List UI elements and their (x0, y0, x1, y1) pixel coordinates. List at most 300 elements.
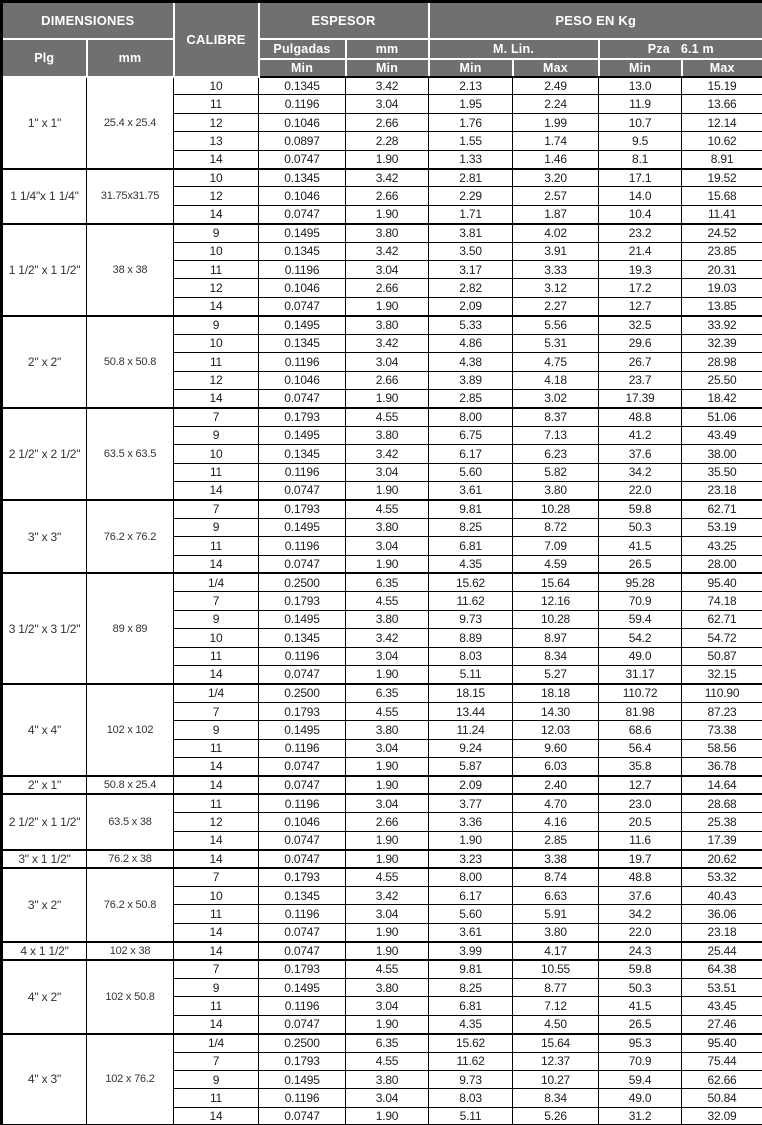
peso-pza-min-cell: 19.3 (599, 261, 682, 279)
peso-pza-max-cell: 35.50 (682, 463, 762, 481)
espesor-mm-min-cell: 1.90 (346, 923, 429, 941)
espesor-pulgadas-min-cell: 0.0747 (259, 1015, 346, 1033)
espesor-mm-min-cell: 2.66 (346, 187, 429, 205)
peso-pza-min-cell: 23.0 (599, 794, 682, 812)
peso-pza-max-cell: 51.06 (682, 408, 762, 426)
peso-pza-min-cell: 8.1 (599, 150, 682, 168)
peso-pza-max-cell: 58.56 (682, 739, 762, 757)
espesor-mm-min-cell: 3.80 (346, 610, 429, 628)
peso-pza-min-cell: 21.4 (599, 242, 682, 260)
espesor-pulgadas-min-cell: 0.1345 (259, 77, 346, 95)
peso-mlin-min-cell: 8.03 (429, 1089, 513, 1107)
peso-mlin-min-cell: 9.73 (429, 1070, 513, 1088)
peso-pza-min-cell: 32.5 (599, 316, 682, 334)
peso-pza-max-cell: 53.32 (682, 868, 762, 886)
peso-mlin-min-cell: 1.95 (429, 95, 513, 113)
calibre-cell: 9 (174, 316, 259, 334)
peso-mlin-max-cell: 8.97 (513, 629, 599, 647)
peso-mlin-max-cell: 10.28 (513, 500, 599, 518)
peso-mlin-max-cell: 2.85 (513, 831, 599, 849)
espesor-pulgadas-min-cell: 0.0747 (259, 831, 346, 849)
espesor-mm-min-cell: 1.90 (346, 150, 429, 168)
espesor-pulgadas-min-cell: 0.1495 (259, 610, 346, 628)
espesor-mm-min-cell: 3.42 (346, 242, 429, 260)
espesor-mm-min-cell: 2.66 (346, 371, 429, 389)
espesor-mm-min-cell: 1.90 (346, 666, 429, 684)
espesor-pulgadas-min-cell: 0.0747 (259, 942, 346, 960)
espesor-pulgadas-min-cell: 0.1345 (259, 886, 346, 904)
peso-pza-max-cell: 64.38 (682, 960, 762, 978)
peso-mlin-min-cell: 2.81 (429, 169, 513, 187)
calibre-cell: 11 (174, 537, 259, 555)
peso-mlin-max-cell: 4.02 (513, 224, 599, 242)
espesor-pulgadas-min-cell: 0.1196 (259, 794, 346, 812)
peso-mlin-min-cell: 8.00 (429, 868, 513, 886)
table-row (2, 500, 762, 518)
peso-mlin-max-cell: 5.82 (513, 463, 599, 481)
espesor-mm-min-cell: 3.04 (346, 739, 429, 757)
peso-mlin-min-cell: 1.90 (429, 831, 513, 849)
espesor-pulgadas-min-cell: 0.1345 (259, 242, 346, 260)
calibre-cell: 7 (174, 960, 259, 978)
peso-mlin-max-cell: 18.18 (513, 684, 599, 702)
peso-mlin-min-cell: 1.33 (429, 150, 513, 168)
peso-pza-max-cell: 14.64 (682, 776, 762, 794)
espesor-pulgadas-min-cell: 0.1495 (259, 721, 346, 739)
peso-mlin-min-cell: 2.13 (429, 77, 513, 95)
peso-pza-max-cell: 11.41 (682, 205, 762, 223)
espesor-mm-min-cell: 1.90 (346, 1107, 429, 1125)
espesor-mm-min-cell: 3.04 (346, 794, 429, 812)
espesor-mm-min-cell: 3.04 (346, 463, 429, 481)
peso-mlin-max-cell: 5.31 (513, 334, 599, 352)
peso-pza-min-cell: 49.0 (599, 1089, 682, 1107)
espesor-mm-min-cell: 3.80 (346, 224, 429, 242)
espesor-pulgadas-min-cell: 0.1196 (259, 353, 346, 371)
espesor-mm-min-cell: 3.80 (346, 721, 429, 739)
peso-mlin-max-cell: 8.34 (513, 647, 599, 665)
table-row (2, 316, 762, 334)
peso-mlin-min-cell: 3.81 (429, 224, 513, 242)
peso-mlin-min-cell: 3.36 (429, 813, 513, 831)
table-row (2, 77, 762, 95)
calibre-cell: 11 (174, 463, 259, 481)
calibre-cell: 9 (174, 721, 259, 739)
calibre-cell: 12 (174, 187, 259, 205)
peso-mlin-min-cell: 3.17 (429, 261, 513, 279)
espesor-pulgadas-min-cell: 0.1495 (259, 978, 346, 996)
peso-mlin-max-cell: 3.33 (513, 261, 599, 279)
calibre-cell: 10 (174, 77, 259, 95)
calibre-cell: 10 (174, 169, 259, 187)
espesor-mm-min-cell: 3.04 (346, 997, 429, 1015)
calibre-cell: 9 (174, 518, 259, 536)
espesor-mm-min-cell: 3.04 (346, 647, 429, 665)
calibre-cell: 11 (174, 353, 259, 371)
peso-mlin-max-cell: 6.03 (513, 758, 599, 776)
peso-mlin-min-cell: 1.71 (429, 205, 513, 223)
dimension-mm-cell: 102 x 76.2 (87, 1034, 174, 1125)
peso-mlin-max-cell: 4.18 (513, 371, 599, 389)
peso-pza-max-cell: 36.78 (682, 758, 762, 776)
peso-mlin-min-cell: 3.61 (429, 481, 513, 499)
peso-pza-max-cell: 43.25 (682, 537, 762, 555)
dimension-mm-cell: 31.75x31.75 (87, 169, 174, 224)
peso-pza-max-cell: 23.18 (682, 923, 762, 941)
peso-mlin-min-cell: 18.15 (429, 684, 513, 702)
peso-pza-max-cell: 110.90 (682, 684, 762, 702)
peso-mlin-min-cell: 5.33 (429, 316, 513, 334)
espesor-pulgadas-min-cell: 0.1196 (259, 997, 346, 1015)
peso-mlin-max-cell: 3.91 (513, 242, 599, 260)
espesor-mm-min-cell: 1.90 (346, 1015, 429, 1033)
peso-pza-min-cell: 37.6 (599, 886, 682, 904)
espesor-pulgadas-min-cell: 0.1196 (259, 739, 346, 757)
peso-pza-min-cell: 22.0 (599, 481, 682, 499)
peso-mlin-min-cell: 5.11 (429, 1107, 513, 1125)
peso-pza-max-cell: 32.09 (682, 1107, 762, 1125)
espesor-pulgadas-min-cell: 0.1046 (259, 113, 346, 131)
header-espesor: ESPESOR (259, 2, 429, 39)
table-row (2, 573, 762, 591)
peso-mlin-max-cell: 12.03 (513, 721, 599, 739)
header-dimensiones: DIMENSIONES (2, 2, 174, 39)
header-mlin-max: Max (513, 59, 599, 77)
peso-pza-max-cell: 19.03 (682, 279, 762, 297)
peso-mlin-max-cell: 7.12 (513, 997, 599, 1015)
peso-mlin-min-cell: 11.62 (429, 592, 513, 610)
peso-mlin-min-cell: 2.29 (429, 187, 513, 205)
peso-mlin-max-cell: 10.55 (513, 960, 599, 978)
calibre-cell: 14 (174, 481, 259, 499)
peso-pza-min-cell: 26.5 (599, 1015, 682, 1033)
espesor-pulgadas-min-cell: 0.0747 (259, 555, 346, 573)
peso-mlin-max-cell: 2.57 (513, 187, 599, 205)
peso-mlin-max-cell: 8.37 (513, 408, 599, 426)
espesor-pulgadas-min-cell: 0.1196 (259, 1089, 346, 1107)
peso-mlin-max-cell: 3.80 (513, 923, 599, 941)
espesor-pulgadas-min-cell: 0.1345 (259, 334, 346, 352)
espesor-pulgadas-min-cell: 0.0747 (259, 850, 346, 868)
dimension-mm-cell: 50.8 x 50.8 (87, 316, 174, 408)
peso-pza-min-cell: 41.5 (599, 997, 682, 1015)
dimension-mm-cell: 63.5 x 38 (87, 794, 174, 849)
peso-mlin-min-cell: 3.23 (429, 850, 513, 868)
peso-pza-min-cell: 56.4 (599, 739, 682, 757)
peso-mlin-min-cell: 6.75 (429, 426, 513, 444)
peso-pza-min-cell: 81.98 (599, 702, 682, 720)
espesor-mm-min-cell: 4.55 (346, 592, 429, 610)
espesor-pulgadas-min-cell: 0.1196 (259, 537, 346, 555)
table-row (2, 776, 762, 794)
peso-mlin-min-cell: 5.60 (429, 905, 513, 923)
peso-mlin-min-cell: 1.55 (429, 132, 513, 150)
espesor-pulgadas-min-cell: 0.1196 (259, 261, 346, 279)
peso-pza-max-cell: 23.18 (682, 481, 762, 499)
espesor-mm-min-cell: 2.66 (346, 113, 429, 131)
peso-pza-max-cell: 40.43 (682, 886, 762, 904)
calibre-cell: 14 (174, 942, 259, 960)
calibre-cell: 11 (174, 739, 259, 757)
peso-pza-min-cell: 70.9 (599, 592, 682, 610)
header-pulgadas: Pulgadas (259, 39, 346, 59)
peso-mlin-max-cell: 3.80 (513, 481, 599, 499)
peso-pza-max-cell: 25.50 (682, 371, 762, 389)
dimension-mm-cell: 102 x 102 (87, 684, 174, 776)
espesor-mm-min-cell: 3.80 (346, 518, 429, 536)
dimension-mm-cell: 38 x 38 (87, 224, 174, 316)
peso-pza-min-cell: 23.2 (599, 224, 682, 242)
espesor-pulgadas-min-cell: 0.1046 (259, 813, 346, 831)
peso-pza-min-cell: 34.2 (599, 463, 682, 481)
espesor-mm-min-cell: 1.90 (346, 831, 429, 849)
dimension-plg-cell: 4" x 4" (2, 684, 87, 776)
peso-pza-max-cell: 33.92 (682, 316, 762, 334)
calibre-cell: 12 (174, 279, 259, 297)
espesor-pulgadas-min-cell: 0.1495 (259, 224, 346, 242)
dimension-plg-cell: 4 x 1 1/2" (2, 942, 87, 960)
espesor-mm-min-cell: 1.90 (346, 776, 429, 794)
dimension-plg-cell: 4" x 3" (2, 1034, 87, 1125)
peso-mlin-min-cell: 5.11 (429, 666, 513, 684)
peso-mlin-max-cell: 4.50 (513, 1015, 599, 1033)
peso-mlin-min-cell: 1.76 (429, 113, 513, 131)
espesor-pulgadas-min-cell: 0.0747 (259, 923, 346, 941)
calibre-cell: 10 (174, 334, 259, 352)
peso-mlin-max-cell: 3.02 (513, 389, 599, 407)
peso-pza-min-cell: 20.5 (599, 813, 682, 831)
peso-pza-max-cell: 62.66 (682, 1070, 762, 1088)
peso-pza-max-cell: 53.19 (682, 518, 762, 536)
espesor-mm-min-cell: 3.80 (346, 316, 429, 334)
peso-pza-max-cell: 28.00 (682, 555, 762, 573)
peso-mlin-min-cell: 11.24 (429, 721, 513, 739)
peso-mlin-min-cell: 4.38 (429, 353, 513, 371)
dimension-plg-cell: 3" x 2" (2, 868, 87, 942)
peso-mlin-min-cell: 2.82 (429, 279, 513, 297)
dimension-mm-cell: 102 x 50.8 (87, 960, 174, 1034)
peso-pza-max-cell: 15.19 (682, 77, 762, 95)
peso-pza-min-cell: 95.3 (599, 1034, 682, 1052)
calibre-cell: 12 (174, 113, 259, 131)
peso-pza-min-cell: 110.72 (599, 684, 682, 702)
peso-pza-max-cell: 10.62 (682, 132, 762, 150)
table-header (2, 2, 762, 77)
peso-mlin-max-cell: 8.77 (513, 978, 599, 996)
calibre-cell: 14 (174, 297, 259, 315)
header-pza-6-1-m: Pza 6.1 m (599, 39, 762, 59)
peso-mlin-max-cell: 8.34 (513, 1089, 599, 1107)
peso-pza-min-cell: 19.7 (599, 850, 682, 868)
espesor-mm-min-cell: 3.80 (346, 1070, 429, 1088)
calibre-cell: 11 (174, 997, 259, 1015)
peso-pza-max-cell: 13.85 (682, 297, 762, 315)
table-row (2, 408, 762, 426)
table-row (2, 794, 762, 812)
peso-pza-min-cell: 13.0 (599, 77, 682, 95)
peso-pza-min-cell: 11.9 (599, 95, 682, 113)
dimension-plg-cell: 4" x 2" (2, 960, 87, 1034)
calibre-cell: 14 (174, 923, 259, 941)
peso-mlin-min-cell: 2.09 (429, 776, 513, 794)
peso-pza-min-cell: 59.8 (599, 500, 682, 518)
peso-mlin-max-cell: 5.91 (513, 905, 599, 923)
peso-pza-max-cell: 95.40 (682, 573, 762, 591)
espesor-mm-min-cell: 3.80 (346, 978, 429, 996)
peso-mlin-max-cell: 7.09 (513, 537, 599, 555)
peso-pza-min-cell: 41.5 (599, 537, 682, 555)
espesor-pulgadas-min-cell: 0.1495 (259, 518, 346, 536)
peso-mlin-max-cell: 3.20 (513, 169, 599, 187)
espesor-pulgadas-min-cell: 0.1495 (259, 426, 346, 444)
espesor-pulgadas-min-cell: 0.1196 (259, 463, 346, 481)
espesor-mm-min-cell: 4.55 (346, 1052, 429, 1070)
peso-pza-max-cell: 12.14 (682, 113, 762, 131)
espesor-pulgadas-min-cell: 0.0747 (259, 1107, 346, 1125)
peso-mlin-max-cell: 9.60 (513, 739, 599, 757)
espesor-pulgadas-min-cell: 0.1345 (259, 629, 346, 647)
peso-pza-max-cell: 20.31 (682, 261, 762, 279)
peso-pza-max-cell: 53.51 (682, 978, 762, 996)
espesor-pulgadas-min-cell: 0.1196 (259, 905, 346, 923)
espesor-pulgadas-min-cell: 0.1196 (259, 95, 346, 113)
dimension-plg-cell: 1 1/4"x 1 1/4" (2, 169, 87, 224)
espesor-pulgadas-min-cell: 0.0747 (259, 389, 346, 407)
calibre-cell: 14 (174, 205, 259, 223)
peso-mlin-max-cell: 2.40 (513, 776, 599, 794)
peso-mlin-max-cell: 7.13 (513, 426, 599, 444)
calibre-cell: 14 (174, 850, 259, 868)
peso-pza-max-cell: 54.72 (682, 629, 762, 647)
peso-mlin-max-cell: 4.70 (513, 794, 599, 812)
espesor-mm-min-cell: 4.55 (346, 500, 429, 518)
peso-pza-max-cell: 19.52 (682, 169, 762, 187)
peso-mlin-min-cell: 8.25 (429, 518, 513, 536)
espesor-mm-min-cell: 6.35 (346, 1034, 429, 1052)
peso-mlin-max-cell: 1.87 (513, 205, 599, 223)
espesor-mm-min-cell: 3.80 (346, 426, 429, 444)
espesor-mm-min-cell: 3.04 (346, 95, 429, 113)
espesor-mm-min-cell: 2.66 (346, 279, 429, 297)
peso-pza-min-cell: 24.3 (599, 942, 682, 960)
dimension-plg-cell: 1 1/2" x 1 1/2" (2, 224, 87, 316)
calibre-cell: 7 (174, 868, 259, 886)
header-m-lin: M. Lin. (429, 39, 599, 59)
peso-pza-min-cell: 29.6 (599, 334, 682, 352)
calibre-cell: 9 (174, 1070, 259, 1088)
peso-mlin-min-cell: 6.81 (429, 537, 513, 555)
peso-mlin-max-cell: 5.56 (513, 316, 599, 334)
peso-mlin-min-cell: 6.81 (429, 997, 513, 1015)
peso-pza-max-cell: 18.42 (682, 389, 762, 407)
calibre-cell: 14 (174, 776, 259, 794)
peso-pza-min-cell: 14.0 (599, 187, 682, 205)
espesor-pulgadas-min-cell: 0.1793 (259, 592, 346, 610)
espesor-mm-min-cell: 1.90 (346, 481, 429, 499)
dimension-plg-cell: 3" x 1 1/2" (2, 850, 87, 868)
dimension-mm-cell: 89 x 89 (87, 573, 174, 683)
calibre-cell: 9 (174, 426, 259, 444)
espesor-pulgadas-min-cell: 0.0747 (259, 481, 346, 499)
espesor-pulgadas-min-cell: 0.0747 (259, 776, 346, 794)
espesor-mm-min-cell: 2.28 (346, 132, 429, 150)
peso-pza-min-cell: 26.5 (599, 555, 682, 573)
peso-mlin-min-cell: 2.09 (429, 297, 513, 315)
dimension-plg-cell: 2 1/2" x 2 1/2" (2, 408, 87, 500)
peso-pza-min-cell: 11.6 (599, 831, 682, 849)
peso-pza-max-cell: 38.00 (682, 445, 762, 463)
peso-mlin-min-cell: 3.61 (429, 923, 513, 941)
espesor-mm-min-cell: 3.42 (346, 629, 429, 647)
espesor-mm-min-cell: 4.55 (346, 868, 429, 886)
espesor-mm-min-cell: 4.55 (346, 702, 429, 720)
peso-pza-min-cell: 54.2 (599, 629, 682, 647)
calibre-cell: 14 (174, 1107, 259, 1125)
calibre-cell: 12 (174, 813, 259, 831)
peso-mlin-max-cell: 2.24 (513, 95, 599, 113)
peso-mlin-min-cell: 9.81 (429, 960, 513, 978)
peso-mlin-min-cell: 9.73 (429, 610, 513, 628)
peso-pza-min-cell: 10.7 (599, 113, 682, 131)
espesor-mm-min-cell: 3.42 (346, 886, 429, 904)
peso-pza-min-cell: 68.6 (599, 721, 682, 739)
peso-mlin-max-cell: 6.63 (513, 886, 599, 904)
peso-pza-max-cell: 27.46 (682, 1015, 762, 1033)
peso-mlin-max-cell: 15.64 (513, 1034, 599, 1052)
peso-pza-min-cell: 50.3 (599, 978, 682, 996)
header-peso-en-kg: PESO EN Kg (429, 2, 762, 39)
peso-pza-max-cell: 62.71 (682, 610, 762, 628)
dimension-mm-cell: 76.2 x 76.2 (87, 500, 174, 574)
dimension-plg-cell: 2" x 1" (2, 776, 87, 794)
peso-mlin-max-cell: 1.99 (513, 113, 599, 131)
header-calibre: CALIBRE (174, 2, 259, 77)
espesor-pulgadas-min-cell: 0.0747 (259, 758, 346, 776)
calibre-cell: 1/4 (174, 684, 259, 702)
peso-pza-max-cell: 75.44 (682, 1052, 762, 1070)
dimension-mm-cell: 25.4 x 25.4 (87, 77, 174, 169)
espesor-mm-min-cell: 3.04 (346, 261, 429, 279)
espesor-pulgadas-min-cell: 0.1495 (259, 1070, 346, 1088)
peso-mlin-min-cell: 8.25 (429, 978, 513, 996)
espesor-pulgadas-min-cell: 0.1793 (259, 960, 346, 978)
espesor-mm-min-cell: 2.66 (346, 813, 429, 831)
peso-pza-min-cell: 23.7 (599, 371, 682, 389)
peso-pza-max-cell: 28.98 (682, 353, 762, 371)
espesor-pulgadas-min-cell: 0.0747 (259, 297, 346, 315)
peso-pza-min-cell: 31.17 (599, 666, 682, 684)
calibre-cell: 10 (174, 629, 259, 647)
table-row (2, 224, 762, 242)
peso-mlin-min-cell: 5.60 (429, 463, 513, 481)
table-row (2, 942, 762, 960)
table-row (2, 960, 762, 978)
espesor-mm-min-cell: 1.90 (346, 205, 429, 223)
peso-mlin-min-cell: 3.77 (429, 794, 513, 812)
peso-mlin-max-cell: 8.74 (513, 868, 599, 886)
peso-mlin-max-cell: 15.64 (513, 573, 599, 591)
peso-mlin-min-cell: 5.87 (429, 758, 513, 776)
espesor-pulgadas-min-cell: 0.1046 (259, 371, 346, 389)
peso-mlin-min-cell: 3.50 (429, 242, 513, 260)
calibre-cell: 7 (174, 408, 259, 426)
espesor-pulgadas-min-cell: 0.0747 (259, 150, 346, 168)
calibre-cell: 7 (174, 702, 259, 720)
calibre-cell: 14 (174, 758, 259, 776)
peso-mlin-max-cell: 3.38 (513, 850, 599, 868)
peso-mlin-max-cell: 3.12 (513, 279, 599, 297)
dimension-plg-cell: 3 1/2" x 3 1/2" (2, 573, 87, 683)
